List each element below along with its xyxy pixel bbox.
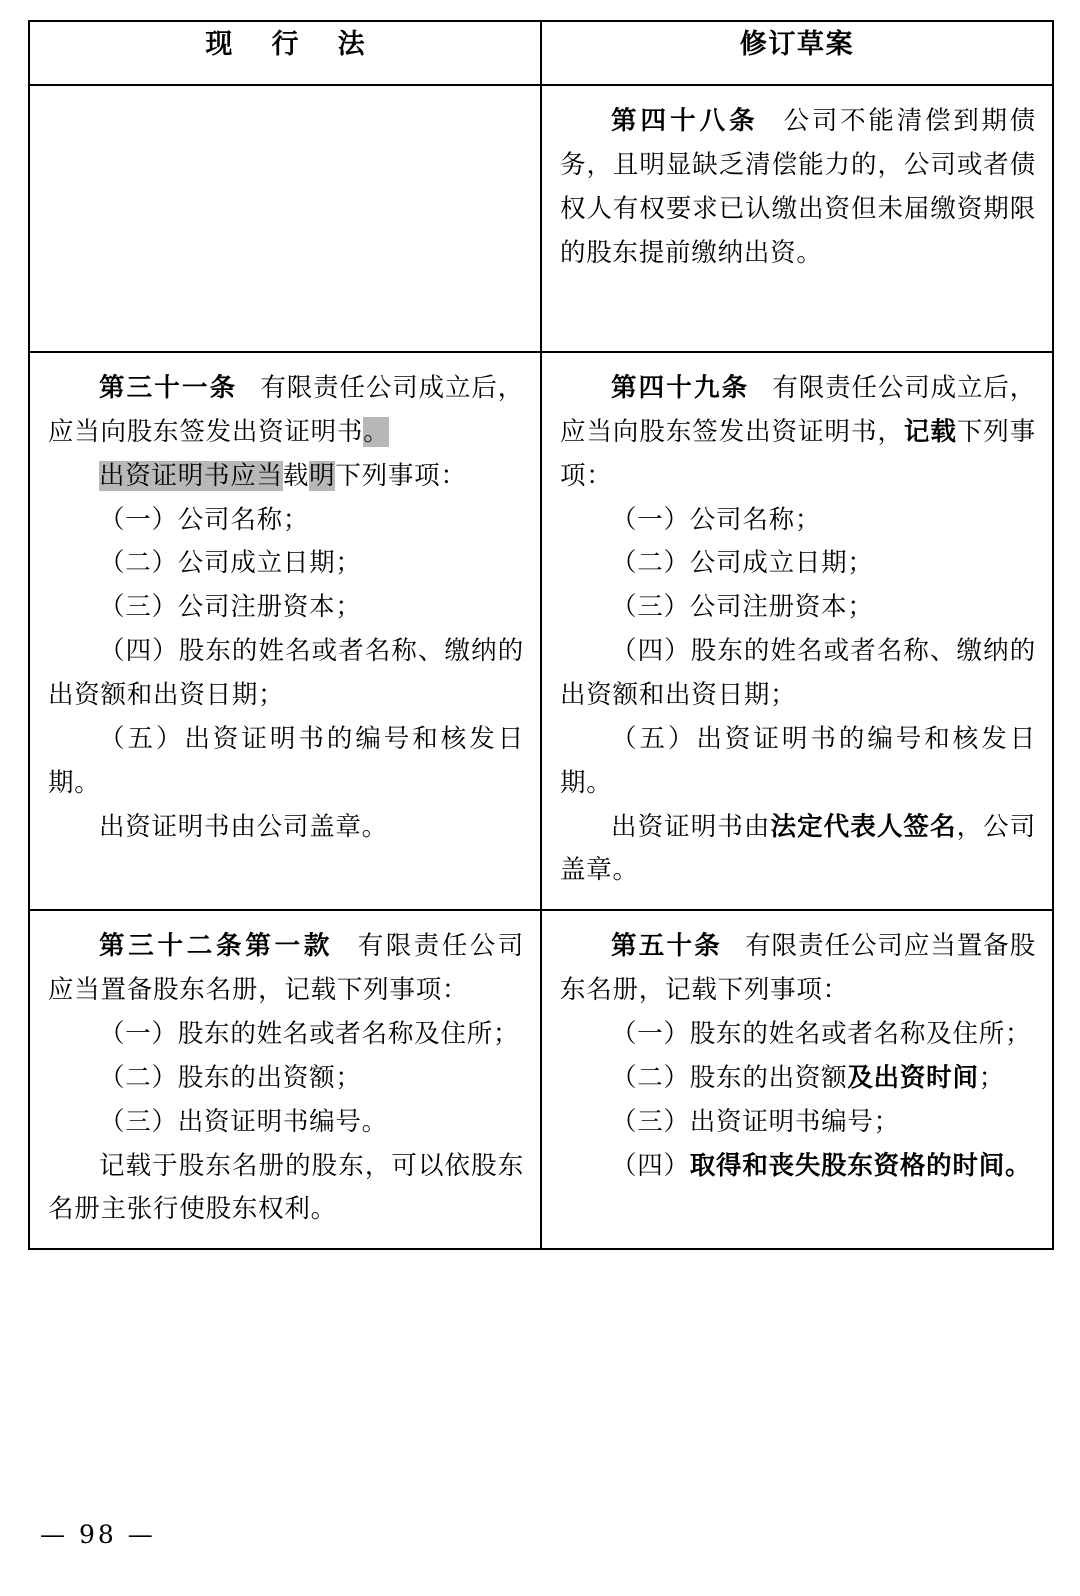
highlight-phrase-b: 明: [309, 460, 336, 491]
table-header-row: [29, 21, 1053, 85]
list-item: （二）公司成立日期；: [611, 548, 874, 579]
cell-current-empty: [29, 85, 541, 352]
cell-current-article-32: [29, 910, 541, 1249]
article-number-32: 第三十二条第一款: [99, 931, 334, 962]
item4-bold: 取得和丧失股东资格的时间: [689, 1150, 1005, 1181]
article-number-49: 第四十九条: [611, 373, 750, 403]
highlight-phrase-a: 出资证明书应当: [99, 460, 283, 491]
list-item: （一）股东的姓名或者名称及住所；: [611, 1019, 1032, 1050]
cell-current-article-31: [29, 352, 541, 910]
paragraph-article-31-marked: [48, 455, 524, 499]
list-item: （五）出资证明书的编号和核发日期。: [48, 723, 524, 798]
list-item-seal: [560, 806, 1036, 894]
item4-post: 。: [1004, 1150, 1032, 1181]
list-item: （三）出资证明书编号；: [611, 1106, 900, 1137]
table-row: [29, 85, 1053, 352]
article-32-text: 有限责任公司应当置备股东名册，记载下列事项：: [48, 931, 524, 1006]
article-48-text: 公司不能清偿到期债务，且明显缺乏清偿能力的，公司或者债权人有权要求已认缴出资但未届缴资期限的股东提前缴纳出资。: [560, 106, 1037, 268]
plain-phrase-b: 下列事项：: [335, 460, 467, 491]
paragraph-article-50-lead: [560, 925, 1036, 1013]
item4-pre: （四）: [611, 1150, 690, 1181]
page-number: — 98 —: [40, 1520, 156, 1549]
header-draft-amendment: [541, 21, 1053, 85]
article-50-text: 有限责任公司应当置备股东名册，记载下列事项：: [560, 931, 1036, 1006]
list-item: （三）公司注册资本；: [99, 592, 362, 623]
paragraph-article-48: [560, 100, 1036, 275]
list-item-4: [560, 1145, 1036, 1189]
cell-draft-article-48: [541, 85, 1053, 352]
header-current-law-label: 现 行 法: [205, 29, 380, 60]
list-item: （四）股东的姓名或者名称、缴纳的出资额和出资日期；: [560, 636, 1036, 711]
list-item: 记载于股东名册的股东，可以依股东名册主张行使股东权利。: [48, 1150, 524, 1225]
list-item: （一）公司名称；: [611, 504, 822, 535]
item2-bold: 及出资时间: [847, 1062, 979, 1093]
list-item: （三）出资证明书编号。: [99, 1106, 388, 1137]
highlight-period: 。: [363, 416, 390, 447]
article-number-50: 第五十条: [611, 931, 722, 962]
plain-phrase-a: 载: [282, 460, 310, 491]
item2-pre: （二）股东的出资额: [611, 1062, 848, 1093]
header-current-law: [29, 21, 541, 85]
law-comparison-table: [28, 20, 1054, 1250]
list-item: （五）出资证明书的编号和核发日期。: [560, 723, 1036, 798]
list-item: （三）公司注册资本；: [611, 592, 874, 623]
list-item: 出资证明书由公司盖章。: [99, 811, 388, 842]
paragraph-article-31-lead: [48, 367, 524, 455]
article-31-text: 有限责任公司成立后，应当向股东签发出资证明书: [48, 373, 525, 447]
cell-draft-article-49: [541, 352, 1053, 910]
list-item-2: [560, 1057, 1036, 1101]
article-number-31: 第三十一条: [99, 373, 238, 403]
seal-text-bold: 法定代表人签名: [770, 811, 957, 842]
article-49-text-post: 下列事项：: [560, 416, 1037, 491]
item2-post: ；: [978, 1062, 1005, 1093]
article-49-bold-term: 记载: [903, 416, 957, 447]
article-49-text-pre: 有限责任公司成立后，应当向股东签发出资证明书，: [560, 373, 1037, 447]
list-item: （二）公司成立日期；: [99, 548, 362, 579]
header-draft-amendment-label: 修订草案: [739, 29, 855, 60]
cell-draft-article-50: [541, 910, 1053, 1249]
seal-text-pre: 出资证明书由: [611, 811, 771, 842]
seal-text-post: ，公司盖章。: [560, 811, 1037, 886]
table-row: [29, 352, 1053, 910]
paragraph-article-49-lead: [560, 367, 1036, 499]
list-item: （一）股东的姓名或者名称及住所；: [99, 1019, 520, 1050]
article-number-48: 第四十八条: [611, 106, 759, 136]
list-item: （二）股东的出资额；: [99, 1062, 362, 1093]
list-item: （一）公司名称；: [99, 504, 310, 535]
paragraph-article-32-lead: [48, 925, 524, 1013]
list-item: （四）股东的姓名或者名称、缴纳的出资额和出资日期；: [48, 636, 524, 711]
table-row: [29, 910, 1053, 1249]
